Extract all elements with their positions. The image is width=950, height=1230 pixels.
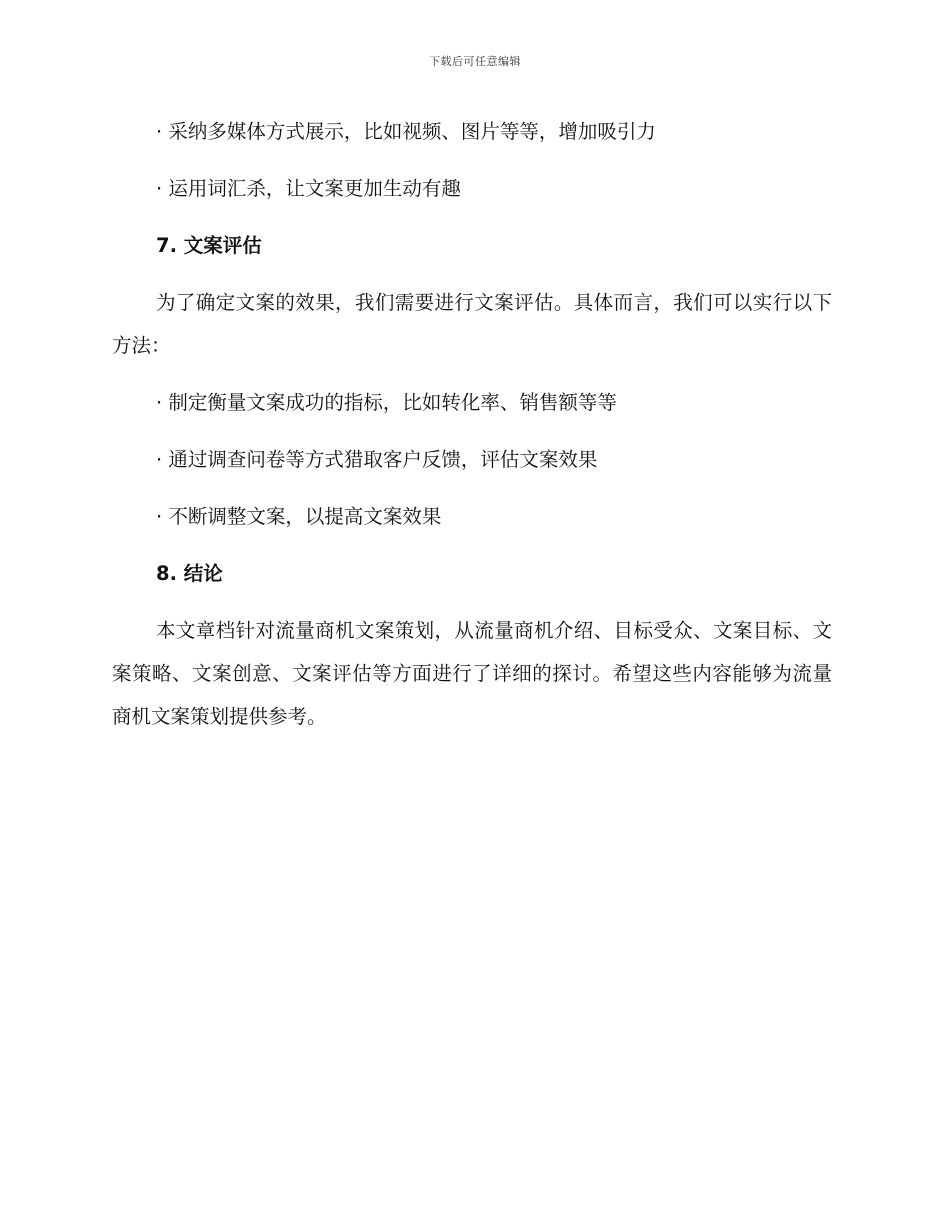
section-paragraph-conclusion: 本文章档针对流量商机文案策划，从流量商机介绍、目标受众、文案目标、文案策略、文案创意、文案评估等方面进行了详细的探讨。希望这些内容能够为流量商机文案策划提供参考。	[112, 619, 832, 728]
bullet-item: · 运用词汇杀，让文案更加生动有趣	[156, 177, 461, 200]
page-header: 下载后可任意编辑	[429, 55, 521, 68]
document-body	[112, 110, 832, 752]
section-heading-evaluation: 7. 文案评估	[156, 234, 262, 257]
bullet-item: · 不断调整文案，以提高文案效果	[156, 505, 442, 528]
bullet-item: · 制定衡量文案成功的指标，比如转化率、销售额等等	[156, 391, 617, 414]
bullet-item: · 通过调查问卷等方式猎取客户反馈，评估文案效果	[156, 448, 598, 471]
bullet-item: · 采纳多媒体方式展示，比如视频、图片等等，增加吸引力	[156, 120, 656, 143]
section-paragraph-evaluation: 为了确定文案的效果，我们需要进行文案评估。具体而言，我们可以实行以下方法：	[112, 291, 832, 357]
section-heading-conclusion: 8. 结论	[156, 562, 223, 585]
